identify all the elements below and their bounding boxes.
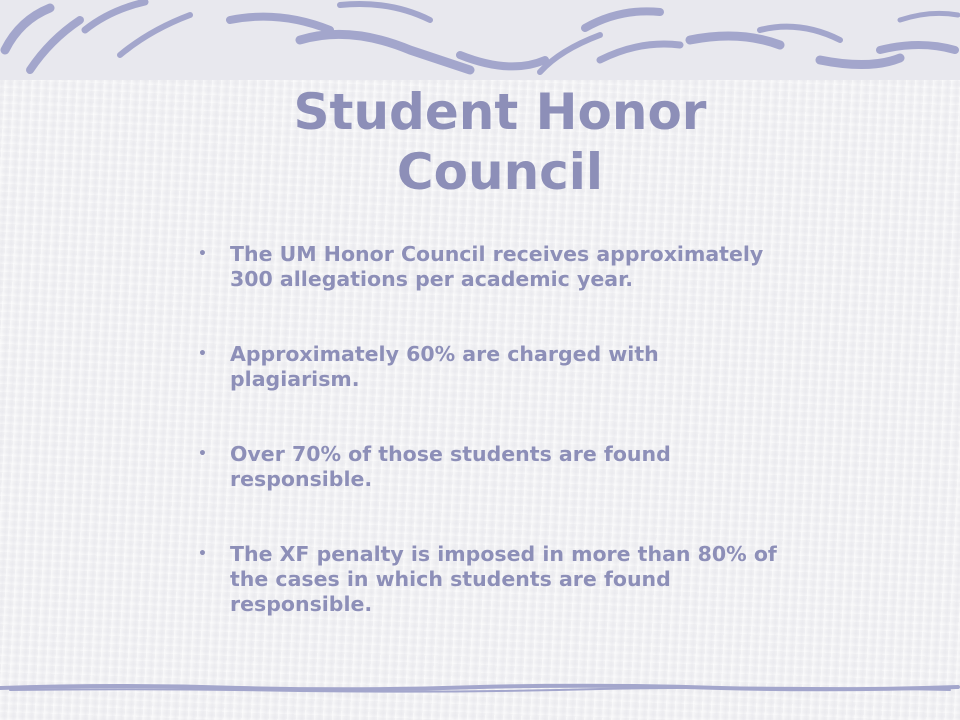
list-item [196, 242, 786, 292]
slide-title: Student Honor Council [293, 83, 707, 201]
list-item [196, 342, 786, 392]
list-item [196, 442, 786, 492]
bullet-text: The XF penalty is imposed in more than 80% of the cases in which students are found responsible. [230, 542, 777, 616]
bullet-text: Over 70% of those students are found responsible. [230, 442, 671, 491]
bullet-icon: • [198, 346, 207, 362]
bullet-icon: • [198, 446, 207, 462]
bullet-icon: • [198, 546, 207, 562]
bullet-text: The UM Honor Council receives approximately 300 allegations per academic year. [230, 242, 764, 291]
decorative-header-band [0, 0, 960, 80]
bullet-text: Approximately 60% are charged with plagiarism. [230, 342, 659, 391]
decorative-footer-rule [0, 676, 960, 700]
bullet-list [196, 242, 786, 617]
wavy-line-decoration [0, 676, 960, 700]
list-item [196, 542, 786, 617]
bullet-icon: • [198, 246, 207, 262]
wavy-strokes-decoration [0, 0, 960, 80]
